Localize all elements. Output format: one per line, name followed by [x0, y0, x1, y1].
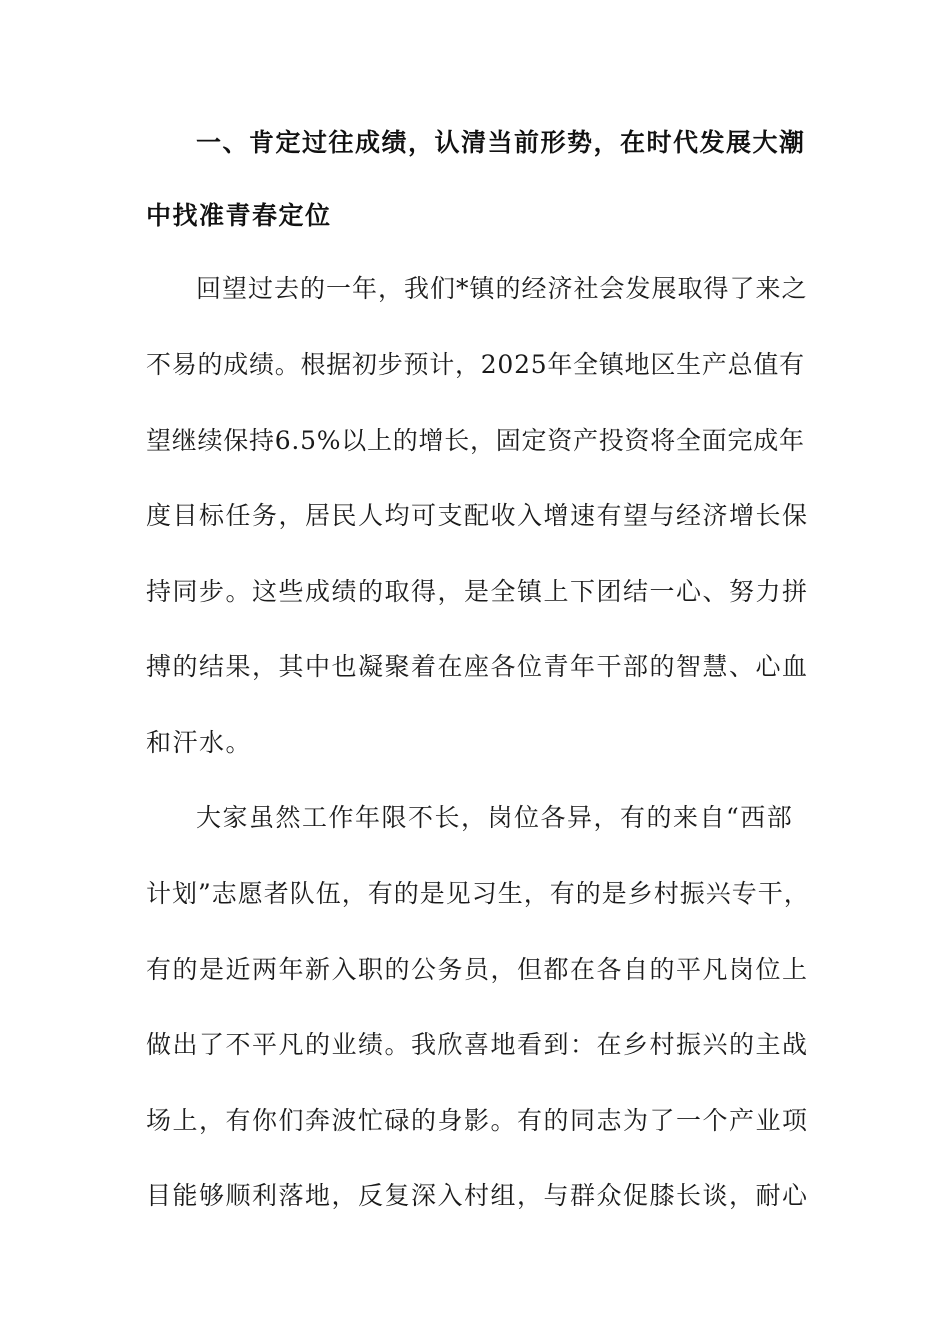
paragraph2-line-3: 有的是近两年新入职的公务员，但都在各自的平凡岗位上: [146, 955, 809, 984]
paragraph2-line-5: 场上，有你们奔波忙碌的身影。有的同志为了一个产业项: [146, 1106, 809, 1135]
heading-line-2: 中找准青春定位: [146, 201, 332, 230]
paragraph1-line-4: 度目标任务，居民人均可支配收入增速有望与经济增长保: [146, 501, 809, 530]
paragraph1-line-7: 和汗水。: [146, 728, 253, 757]
paragraph1-line-6: 搏的结果，其中也凝聚着在座各位青年干部的智慧、心血: [146, 652, 809, 681]
paragraph2-line-1: 大家虽然工作年限不长，岗位各异，有的来自“西部: [196, 803, 794, 832]
paragraph2-line-4: 做出了不平凡的业绩。我欣喜地看到：在乡村振兴的主战: [146, 1030, 809, 1059]
paragraph2-line-2: 计划”志愿者队伍，有的是见习生，有的是乡村振兴专干，: [146, 879, 810, 908]
paragraph1-line-3: 望继续保持6.5%以上的增长，固定资产投资将全面完成年: [146, 426, 805, 455]
heading-line-1: 一、肯定过往成绩，认清当前形势，在时代发展大潮: [196, 128, 806, 157]
paragraph1-line-2: 不易的成绩。根据初步预计，2025年全镇地区生产总值有: [146, 350, 805, 379]
paragraph1-line-1: 回望过去的一年，我们*镇的经济社会发展取得了来之: [196, 274, 808, 303]
paragraph1-line-5: 持同步。这些成绩的取得，是全镇上下团结一心、努力拼: [146, 577, 809, 606]
paragraph2-line-6: 目能够顺利落地，反复深入村组，与群众促膝长谈，耐心: [146, 1181, 809, 1210]
